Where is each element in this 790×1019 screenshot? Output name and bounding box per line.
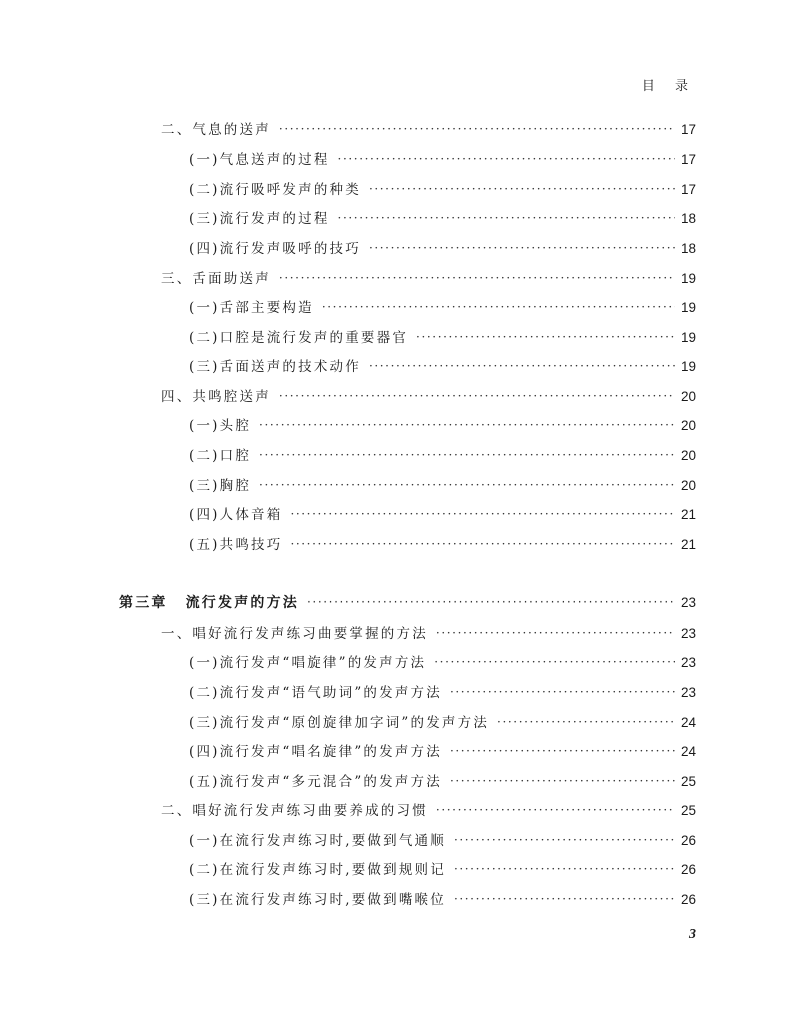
dot-leader xyxy=(259,478,675,492)
dot-leader xyxy=(454,833,675,847)
toc-entry-label: 四、共鸣腔送声 xyxy=(161,389,271,405)
toc-entry-label: (三)流行发声“原创旋律加字词”的发声方法 xyxy=(189,715,490,731)
toc-entry-page: 20 xyxy=(680,389,696,404)
dot-leader xyxy=(454,862,675,876)
toc-entry-page: 17 xyxy=(680,122,696,137)
toc-entry-label: (二)流行发声“语气助词”的发声方法 xyxy=(189,685,442,701)
dot-leader xyxy=(279,122,675,136)
toc-entry[interactable] xyxy=(189,414,696,434)
toc-entry-page: 21 xyxy=(680,537,696,552)
toc-entry-page: 17 xyxy=(680,182,696,197)
toc-entry-page: 18 xyxy=(680,211,696,226)
toc-entry[interactable] xyxy=(189,178,696,198)
toc-entry[interactable] xyxy=(189,237,696,257)
toc-entry-page: 25 xyxy=(680,803,696,818)
dot-leader xyxy=(338,152,675,166)
toc-entry[interactable] xyxy=(189,533,696,553)
toc-entry-page: 23 xyxy=(680,685,696,700)
toc-entry-label: 三、舌面助送声 xyxy=(161,271,271,287)
dot-leader xyxy=(307,595,675,609)
dot-leader xyxy=(436,626,675,640)
running-head: 目 录 xyxy=(641,79,696,94)
toc-entry-page: 20 xyxy=(680,448,696,463)
toc-entry[interactable] xyxy=(189,711,696,731)
toc-entry-page: 26 xyxy=(680,862,696,877)
toc-entry-page: 21 xyxy=(680,507,696,522)
toc-entry-label: 一、唱好流行发声练习曲要掌握的方法 xyxy=(161,626,428,642)
toc-entry[interactable] xyxy=(161,118,696,138)
toc-entry-label: 二、气息的送声 xyxy=(161,122,271,138)
toc-entry[interactable] xyxy=(189,858,696,878)
toc-entry[interactable] xyxy=(189,474,696,494)
toc-entry-page: 24 xyxy=(680,744,696,759)
toc-entry[interactable] xyxy=(189,355,696,375)
toc-entry-page: 19 xyxy=(680,330,696,345)
dot-leader xyxy=(369,359,675,373)
toc-entry-page: 19 xyxy=(680,271,696,286)
toc-entry-label: (三)胸腔 xyxy=(189,478,252,494)
toc-entry-page: 19 xyxy=(680,359,696,374)
toc-entry-label: (三)舌面送声的技术动作 xyxy=(189,359,361,375)
dot-leader xyxy=(454,892,675,906)
toc-entry-label: (一)舌部主要构造 xyxy=(189,300,314,316)
chapter-title: 流行发声的方法 xyxy=(185,595,300,611)
toc-entry-label: (五)流行发声“多元混合”的发声方法 xyxy=(189,774,442,790)
toc-entry-label: (一)头腔 xyxy=(189,418,252,434)
toc-entry[interactable] xyxy=(189,770,696,790)
toc-entry-label: (一)在流行发声练习时,要做到气通顺 xyxy=(189,833,446,849)
toc-entry[interactable] xyxy=(189,651,696,671)
toc-entry-label: (四)流行发声“唱名旋律”的发声方法 xyxy=(189,744,442,760)
toc-entry-label: (二)在流行发声练习时,要做到规则记 xyxy=(189,862,446,878)
toc-entry[interactable] xyxy=(189,503,696,523)
dot-leader xyxy=(450,774,675,788)
dot-leader xyxy=(497,715,675,729)
toc-chapter-entry[interactable] xyxy=(119,592,696,612)
toc-entry[interactable] xyxy=(189,681,696,701)
toc-entry-page: 20 xyxy=(680,418,696,433)
dot-leader xyxy=(338,211,675,225)
toc-entry[interactable] xyxy=(189,444,696,464)
toc-entry-label: (五)共鸣技巧 xyxy=(189,537,283,553)
toc-entry[interactable] xyxy=(189,326,696,346)
toc-entry[interactable] xyxy=(189,296,696,316)
dot-leader xyxy=(279,271,675,285)
toc-entry[interactable] xyxy=(189,829,696,849)
dot-leader xyxy=(450,744,675,758)
toc-entry[interactable] xyxy=(161,267,696,287)
dot-leader xyxy=(369,182,675,196)
toc-entry-page: 25 xyxy=(680,774,696,789)
dot-leader xyxy=(259,448,675,462)
toc-entry-page: 23 xyxy=(680,595,696,610)
toc-entry-label: (三)流行发声的过程 xyxy=(189,211,330,227)
toc-entry[interactable] xyxy=(161,799,696,819)
toc-entry-label: (一)流行发声“唱旋律”的发声方法 xyxy=(189,655,427,671)
dot-leader xyxy=(436,803,675,817)
toc-entry-page: 26 xyxy=(680,892,696,907)
toc-chapter-label xyxy=(119,592,299,612)
toc-entry[interactable] xyxy=(189,207,696,227)
toc-entry[interactable] xyxy=(189,888,696,908)
toc-entry-page: 17 xyxy=(680,152,696,167)
toc-entry-page: 20 xyxy=(680,478,696,493)
toc-entry[interactable] xyxy=(161,385,696,405)
dot-leader xyxy=(290,507,675,521)
dot-leader xyxy=(290,537,675,551)
toc-entry-label: (二)口腔 xyxy=(189,448,252,464)
toc-entry[interactable] xyxy=(161,622,696,642)
dot-leader xyxy=(369,241,675,255)
toc-entry-page: 18 xyxy=(680,241,696,256)
toc-entry-label: (二)流行吸呼发声的种类 xyxy=(189,182,361,198)
toc-entry-label: (四)流行发声吸呼的技巧 xyxy=(189,241,361,257)
dot-leader xyxy=(279,389,675,403)
toc-entry-label: (二)口腔是流行发声的重要器官 xyxy=(189,330,409,346)
dot-leader xyxy=(259,418,675,432)
dot-leader xyxy=(450,685,675,699)
dot-leader xyxy=(434,655,675,669)
toc-entry-label: (三)在流行发声练习时,要做到嘴喉位 xyxy=(189,892,446,908)
dot-leader xyxy=(322,300,675,314)
toc-entry-label: (四)人体音箱 xyxy=(189,507,283,523)
page-number: 3 xyxy=(689,927,696,942)
toc-entry-page: 19 xyxy=(680,300,696,315)
toc-entry-page: 26 xyxy=(680,833,696,848)
toc-entry-label: (一)气息送声的过程 xyxy=(189,152,330,168)
toc-entry-page: 24 xyxy=(680,715,696,730)
toc-entry-page: 23 xyxy=(680,655,696,670)
dot-leader xyxy=(416,330,675,344)
toc-entry[interactable] xyxy=(189,740,696,760)
chapter-number: 第三章 xyxy=(119,595,168,611)
toc-entry[interactable] xyxy=(189,148,696,168)
toc-entry-label: 二、唱好流行发声练习曲要养成的习惯 xyxy=(161,803,428,819)
toc-entry-page: 23 xyxy=(680,626,696,641)
